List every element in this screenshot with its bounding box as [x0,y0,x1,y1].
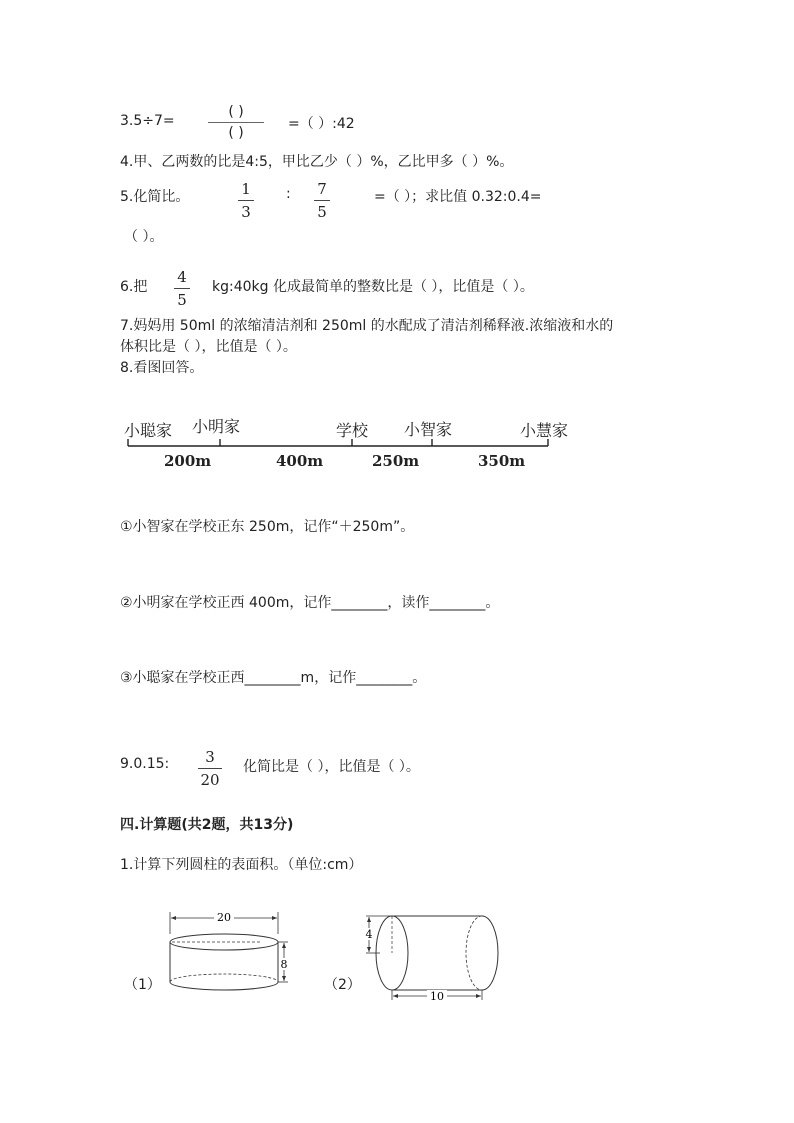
distance-label-2: 400m [276,452,324,470]
q5-rest: =（ ）；求比值 0.32:0.4= [374,189,542,205]
q7-line2: 体积比是（ ），比值是（ ）。 [120,339,297,355]
cylinder-figure-2 [360,906,510,1006]
fig1-bottom-back [170,974,278,982]
fig1-height-label: 8 [280,958,288,971]
q7-line1: 7.妈妈用 50ml 的浓缩清洁剂和 250ml 的水配成了清洁剂稀释液.浓缩液和水的 [120,318,614,334]
place-label-xiaozhi: 小智家 [404,420,453,439]
fig2-arrow-left [393,994,398,998]
q5-fraction-1-bar [238,200,254,201]
q3-fraction-top: ( ) [228,104,244,120]
fig1-label: （1） [124,977,161,993]
q9-fraction-den: 20 [200,771,220,789]
q9-fraction-num: 3 [205,748,215,766]
fig2-radius-label: 4 [365,928,373,941]
place-label-xiaocong: 小聪家 [124,421,173,440]
fig1-arrow-up [282,943,286,948]
place-label-xiaoming: 小明家 [192,417,241,436]
q5-colon: : [286,186,291,202]
distance-label-1: 200m [164,452,212,470]
q8-sub1: ①小智家在学校正东 250m，记作“＋250m”。 [120,519,415,535]
q8-title: 8.看图回答。 [120,360,204,376]
q6-prefix: 6.把 [120,279,148,295]
fig2-arrow-up [367,917,371,922]
cylinder-figure-1 [160,908,300,1000]
place-label-school: 学校 [336,421,369,440]
fig2-length-label: 10 [430,990,444,1003]
q9-fraction-bar [198,768,222,769]
fig2-arrow-down [367,947,371,952]
q5-prefix: 5.化简比。 [120,189,190,205]
q5-fraction-2-num: 7 [317,180,327,198]
q5-fraction-1-num: 1 [241,180,251,198]
fig2-arrow-right [476,994,481,998]
q5-fraction-2 [314,180,330,221]
q4-text: 4.甲、乙两数的比是4:5，甲比乙少（ ）%，乙比甲多（ ）%。 [120,154,514,170]
distance-label-3: 250m [372,452,420,470]
q6-fraction-num: 4 [177,268,187,286]
q8-sub3: ③小聪家在学校正西________m，记作________。 [120,670,427,686]
q5-fraction-2-den: 5 [317,203,327,221]
q5-line2: （ ）。 [124,229,164,245]
q6-rest: kg:40kg 化成最简单的整数比是（ ），比值是（ ）。 [212,279,534,295]
q6-fraction [174,268,190,309]
distance-label-4: 350m [478,452,526,470]
section-4-title: 四.计算题(共2题，共13分) [120,817,294,833]
q3-fraction-bar [208,122,264,123]
fig1-arrow-down [282,976,286,981]
q5-fraction-1 [238,180,254,221]
q6-fraction-den: 5 [177,291,187,309]
q9-prefix: 9.0.15: [120,756,170,772]
q6-fraction-bar [174,288,190,289]
fig1-bottom-front [170,982,278,990]
fig1-arrow-left [171,916,176,920]
fig2-right-back [466,916,482,990]
q8-sub2: ②小明家在学校正西 400m，记作________，读作________。 [120,595,500,611]
place-label-xiaohui: 小慧家 [520,421,569,440]
q9-fraction [198,748,222,789]
fig1-width-label: 20 [217,911,231,924]
q3-rest: =（ ）:42 [288,116,355,132]
q3-fraction [208,104,264,141]
q9-rest: 化简比是（ ），比值是（ ）。 [243,759,420,775]
q3-fraction-bottom: ( ) [228,125,244,141]
q5-fraction-1-den: 3 [241,203,251,221]
q3-text: 3.5÷7= [120,113,175,129]
fig2-right-front [482,916,498,990]
fig2-label: （2） [324,977,361,993]
q5-fraction-2-bar [314,200,330,201]
calc1-text: 1.计算下列圆柱的表面积。（单位:cm） [120,857,363,873]
fig1-arrow-right [272,916,277,920]
